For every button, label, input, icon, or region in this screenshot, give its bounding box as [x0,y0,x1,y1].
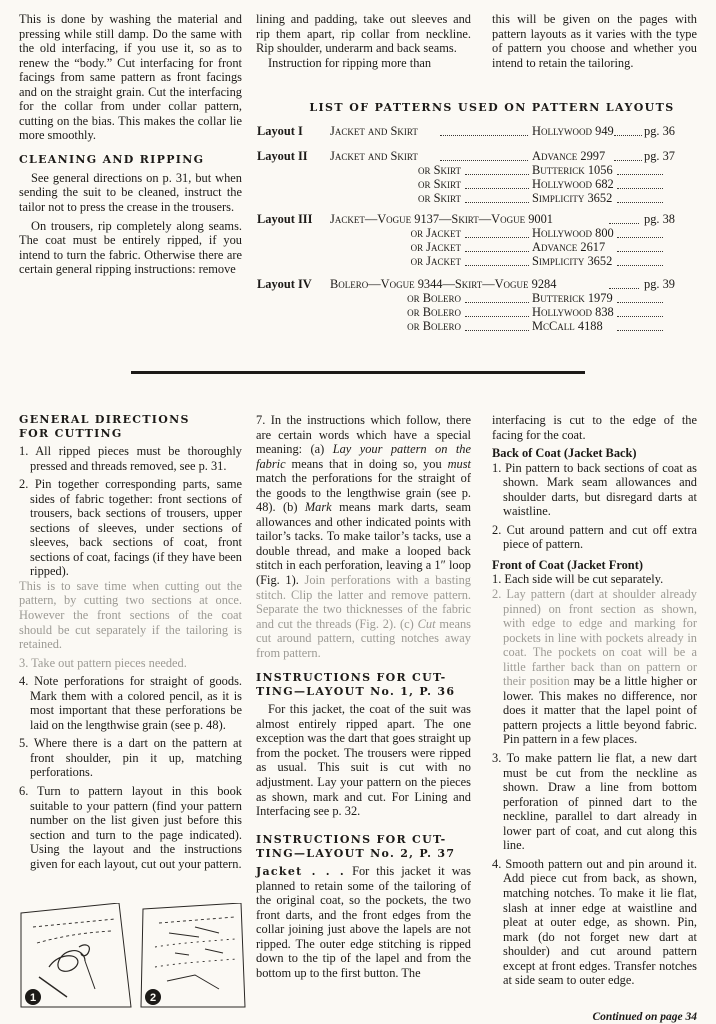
list-item: 1. Pin pattern to back sections of coat as shown. Mark seam allowances and shoulder darts, but disregard darts at waistline. [492,460,697,519]
text-run: may be a little higher or lower. This makes no difference, nor does it matter that the lapel point of pattern projects a little beyond fabric. Pin pattern in a few places. [503,674,697,747]
faded-note: This is to save time when cutting out the pattern, by cutting two sections at once. However the front sections of the coat should be cut separately if the tailoring is retained. [19,578,242,652]
pattern-row [257,124,697,139]
garment-description: Bolero—Vogue 9344—Skirt—Vogue 9284 [330,277,557,291]
dot-leader [614,135,642,136]
paragraph [256,413,471,660]
page-reference: pg. 39 [644,277,675,291]
run-in-heading: Jacket . . . [256,864,346,878]
layout-label: Layout IV [257,277,312,291]
paragraph: lining and padding, take out sleeves and rip them apart, rip collar from neckline. Rip shoulder, underarm and back seams. [256,12,471,56]
page-reference: pg. 38 [644,212,675,226]
alternative-label: or Skirt [418,163,461,177]
dot-leader [465,265,529,266]
section-heading: GENERAL DIRECTIONS [19,413,190,426]
list-item: 6. Turn to pattern layout in this book suitable to your pattern (find your pattern number on the list given just before this section and turn to the page indicated). Using the layout and the instructions given for each layout, cut out your pattern. [19,784,242,871]
pattern-row [257,177,697,192]
dot-leader [440,160,528,161]
pattern-name: Hollywood 682 [532,177,614,191]
paragraph [256,864,471,981]
dot-leader [617,237,663,238]
layout-label: Layout I [257,124,303,138]
italic-term: must [447,456,471,471]
alternative-label: or Bolero [407,305,461,319]
figure-1 [21,903,131,1007]
pattern-row [257,212,697,227]
pattern-name: Hollywood 800 [532,226,614,240]
italic-term: Lay your pattern on the fabric [256,442,471,471]
continued-note: Continued on page 34 [592,1011,697,1023]
section-heading: CLEANING AND RIPPING [19,152,205,166]
page-reference: pg. 36 [644,124,675,138]
garment-description: Jacket and Skirt [330,124,418,138]
text-run: means that in doing so, you [285,456,448,471]
dot-leader [617,330,663,331]
alternative-label: or Jacket [410,226,461,240]
pattern-name: Advance 2997 [532,149,606,163]
dot-leader [465,330,529,331]
section-heading: FOR CUTTING [19,427,123,440]
alternative-label: or Bolero [407,319,461,333]
section-heading: INSTRUCTIONS FOR CUT- [256,671,447,685]
pattern-name: McCall 4188 [532,319,603,333]
pattern-list-title: LIST OF PATTERNS USED ON PATTERN LAYOUTS [309,101,675,114]
top-middle-column [256,12,471,70]
pattern-row [257,149,697,164]
section-divider [131,371,585,374]
pattern-row [257,277,697,292]
bottom-middle-column [256,413,471,981]
dot-leader [465,251,529,252]
pattern-name: Hollywood 949 [532,124,614,138]
section-heading: TING—LAYOUT No. 2, P. 37 [256,846,456,860]
pattern-row [257,226,697,241]
italic-term: Cut [417,616,436,631]
dot-leader [465,188,529,189]
bottom-right-column [492,413,697,988]
paragraph: Instruction for ripping more than [268,55,432,70]
page-reference: pg. 37 [644,149,675,163]
paragraph: See general directions on p. 31, but when sending the suit to be cleaned, instruct the tailor not to press the crease in the trousers. [19,170,242,215]
list-item: 4. Smooth pattern out and pin around it. Add piece cut from back, as shown, matching notches. To make it lie flat, slash at inner edge at waistline and pleat at outer edge, as shown. Pin, mark (do not forget new dart at shoulder) and cut around pattern except at front edges. Transfer notches at side seam to outer edge. [492,856,697,988]
dot-leader [617,302,663,303]
dot-leader [465,202,529,203]
list-item: 1. All ripped pieces must be thoroughly pressed and threads removed, see p. 31. [19,444,242,473]
section-heading: INSTRUCTIONS FOR CUT- [256,832,447,846]
dot-leader [609,288,639,289]
layout-label: Layout III [257,212,313,226]
pattern-row [257,240,697,255]
figure-2-number: 2 [149,992,157,1004]
dot-leader [440,135,528,136]
alternative-label: or Jacket [410,254,461,268]
alternative-label: or Bolero [407,291,461,305]
alternative-label: or Jacket [410,240,461,254]
pattern-name: Hollywood 838 [532,305,614,319]
garment-description: Jacket—Vogue 9137—Skirt—Vogue 9001 [330,212,553,226]
paragraph: This is done by washing the material and pressing while still damp. Do the same with the old interfacing, if you use it, so as to renew the “body.” Cut interfacing for front facings from same pattern as front facings and on the straight grain. Cut the interfacing for the collar from under collar pattern, cutting on the bias. This makes the collar lie more smoothly. [19,12,242,143]
text-run: 7. In the instructions which follow, there are certain words which have a special meaning: (a) [256,413,471,457]
dot-leader [617,174,663,175]
faded-text: means cut around pattern, cutting notches away from pattern. [256,616,471,660]
pattern-row [257,254,697,269]
tailor-tack-figures [19,903,249,1008]
dot-leader [465,302,529,303]
pattern-name: Butterick 1056 [532,163,613,177]
dot-leader [614,160,642,161]
faded-text: 2. Lay pattern (dart at shoulder already pinned) on front section as shown, with edge to edge and marking for pockets in line with pockets already in coat. The pockets on coat will be a little farther back than on pattern or their position [492,587,697,689]
list-item: 5. Where there is a dart on the pattern at front shoulder, pin it up, matching perforations. [19,736,242,780]
pattern-row [257,291,697,306]
list-item: 4. Note perforations for straight of goods. Mark them with a colored pencil, as it is most important that these perforations be laid on the lengthwise grain (see p. 48). [19,674,242,732]
top-left-column [19,12,242,277]
pattern-name: Butterick 1979 [532,291,613,305]
pattern-name: Simplicity 3652 [532,191,613,205]
pattern-row [257,305,697,320]
list-item: 3. Take out pattern pieces needed. [19,655,187,670]
pattern-row [257,163,697,178]
dot-leader [617,251,663,252]
pattern-name: Advance 2617 [532,240,606,254]
pattern-row [257,319,697,334]
dot-leader [617,265,663,266]
paragraph: interfacing is cut to the edge of the facing for the coat. [492,413,697,442]
subheading: Back of Coat (Jacket Back) [492,446,637,461]
dot-leader [617,316,663,317]
alternative-label: or Skirt [418,177,461,191]
dot-leader [617,188,663,189]
top-right-column [492,12,697,70]
figure-1-number: 1 [29,992,37,1004]
garment-description: Jacket and Skirt [330,149,418,163]
list-item: 2. Cut around pattern and cut off extra piece of pattern. [492,522,697,552]
section-heading: TING—LAYOUT No. 1, P. 36 [256,685,456,699]
dot-leader [617,202,663,203]
list-item [492,587,697,747]
layout-label: Layout II [257,149,308,163]
text-run: match the perforations for the straight of the goods to the lengthwise grain (see p. 48). (b) [256,471,471,515]
figure-2 [141,903,245,1007]
subheading: Front of Coat (Jacket Front) [492,557,643,572]
paragraph: this will be given on the pages with pattern layouts as it varies with the type of pattern you choose and whether you intend to retain the tailoring. [492,12,697,70]
alternative-label: or Skirt [418,191,461,205]
pattern-row [257,191,697,206]
list-item: 1. Each side will be cut separately. [492,572,664,587]
paragraph: On trousers, rip completely along seams. The coat must be entirely ripped, if you intend to turn the fabric. Otherwise there are certain general ripping instructions: remove [19,218,242,277]
dot-leader [465,237,529,238]
paragraph: For this jacket, the coat of the suit was almost entirely ripped apart. The one exception was the dart that goes straight up from the pocket. The trousers were ripped as usual. This suit is cut with no adjustment. Lay your pattern on the pieces as shown, mark and cut. For Lining and Interfacing see p. 32. [256,702,471,819]
text-run: means mark darts, seam allowances and other indicated points with tailor’s tacks. To make tailor’s tacks, use a double thread, and make a looped back stitch in each perforation, leaving a 1″ loop (Fig. 1). [256,500,471,588]
pattern-name: Simplicity 3652 [532,254,613,268]
faded-text: Join perforations with a basting stitch. Clip the latter and remove pattern. Separate the two thicknesses of the fabric and cut the threads (Fig. 2). (c) [256,573,471,631]
italic-term: Mark [304,500,332,515]
text-run: For this jacket it was planned to retain some of the tailoring of the original coat, so the pockets, the two front darts, and the front edges from the collar joining just above the lapels are not ripped. The outer edge stitching is ripped down to the tip of the lapel and from the bottom up to the first button. The [256,863,471,980]
list-item: 2. Pin together corresponding parts, same sides of fabric together: front sections of trousers, back sections of trousers, upper sections of sleeves, under sections of sleeves, back sections of coat, front sections of coat, facings (if they have been ripped). [19,477,242,579]
list-item: 3. To make pattern lie flat, a new dart must be cut from the neckline as shown. Draw a line from bottom perforation of pinned dart to the neckline, parallel to dart already in lower part of coat, and cut along this line. [492,751,697,853]
dot-leader [609,223,639,224]
dot-leader [465,174,529,175]
bottom-left-column [19,413,242,871]
dot-leader [465,316,529,317]
